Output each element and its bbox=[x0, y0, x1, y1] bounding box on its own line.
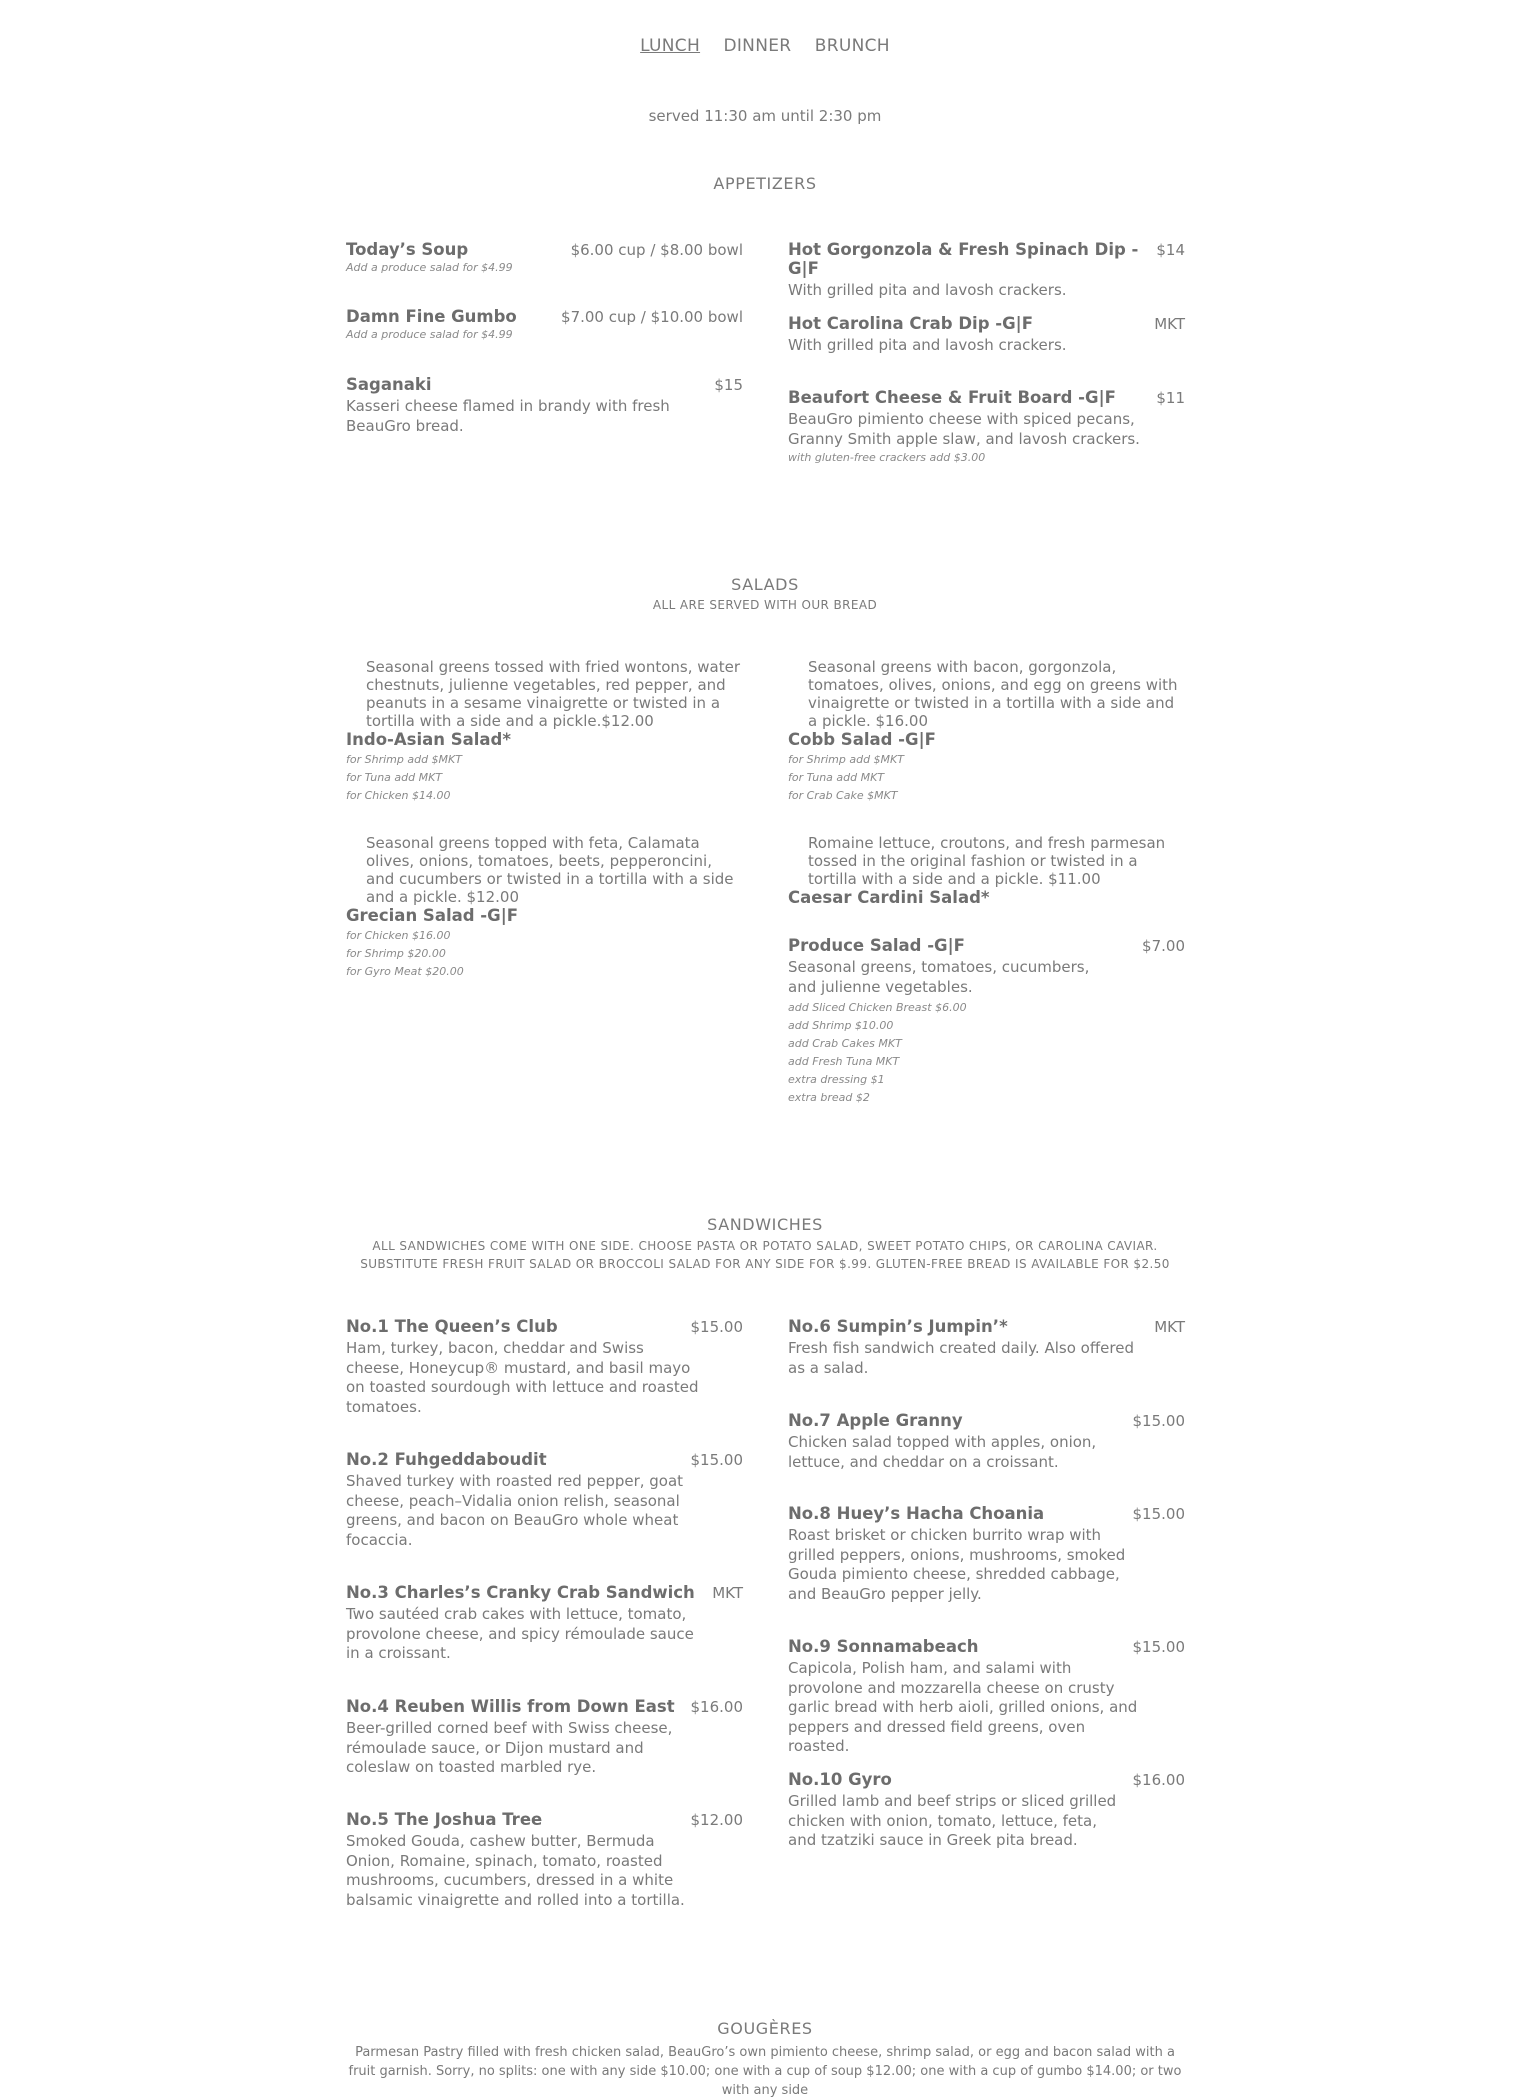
item-note: extra dressing $1 bbox=[788, 1073, 885, 1086]
menu-item bbox=[788, 240, 1185, 301]
menu-item bbox=[346, 658, 743, 805]
item-price: $15.00 bbox=[690, 1451, 743, 1469]
item-description: Seasonal greens with bacon, gorgonzola, tomatoes, olives, onions, and egg on greens with vinaigrette or twisted in a tortilla with a side and a pickle. $16.00 bbox=[808, 658, 1178, 730]
item-name: Produce Salad -G|F bbox=[788, 936, 965, 955]
menu-item bbox=[788, 314, 1185, 356]
sandwiches-subtitle-2: SUBSTITUTE FRESH FRUIT SALAD OR BROCCOLI SALAD FOR ANY SIDE FOR $.99. GLUTEN-FREE BREAD IS AVAILABLE FOR $2.50 bbox=[360, 1257, 1170, 1271]
item-note: with gluten-free crackers add $3.00 bbox=[788, 451, 986, 464]
item-price: $15 bbox=[714, 376, 743, 394]
item-price: $6.00 cup / $8.00 bowl bbox=[570, 241, 743, 259]
item-price: $7.00 cup / $10.00 bowl bbox=[561, 308, 743, 326]
served-hours: served 11:30 am until 2:30 pm bbox=[648, 107, 882, 125]
salads-title: SALADS bbox=[731, 575, 799, 594]
item-name: No.3 Charles’s Cranky Crab Sandwich bbox=[346, 1583, 695, 1602]
item-description: Seasonal greens tossed with fried wontons, water chestnuts, julienne vegetables, red pepper, and peanuts in a sesame vinaigrette or twisted in a tortilla with a side and a pickle.$12.00 bbox=[366, 658, 741, 730]
menu-tabs bbox=[0, 36, 1530, 56]
item-description: With grilled pita and lavosh crackers. bbox=[788, 336, 1067, 354]
item-note: for Tuna add MKT bbox=[788, 771, 885, 784]
menu-item bbox=[346, 834, 743, 981]
appetizers-title: APPETIZERS bbox=[713, 174, 817, 193]
item-note: for Chicken $16.00 bbox=[346, 929, 451, 942]
item-note: Add a produce salad for $4.99 bbox=[346, 261, 513, 274]
item-description: Kasseri cheese flamed in brandy with fresh BeauGro bread. bbox=[346, 397, 670, 435]
item-price: $16.00 bbox=[1132, 1771, 1185, 1789]
item-price: $12.00 bbox=[690, 1811, 743, 1829]
item-note: for Chicken $14.00 bbox=[346, 789, 451, 802]
item-description: Seasonal greens, tomatoes, cucumbers, and julienne vegetables. bbox=[788, 958, 1090, 996]
menu-item bbox=[346, 240, 743, 277]
item-note: for Tuna add MKT bbox=[346, 771, 443, 784]
item-price: $15.00 bbox=[1132, 1412, 1185, 1430]
item-price: $15.00 bbox=[1132, 1638, 1185, 1656]
menu-item bbox=[788, 1770, 1185, 1851]
item-name: Damn Fine Gumbo bbox=[346, 307, 517, 326]
tab-brunch[interactable]: BRUNCH bbox=[814, 36, 890, 56]
item-note: add Fresh Tuna MKT bbox=[788, 1055, 900, 1068]
menu-item bbox=[346, 307, 743, 344]
tab-dinner[interactable]: DINNER bbox=[723, 36, 792, 56]
item-note: for Shrimp $20.00 bbox=[346, 947, 446, 960]
item-name: No.10 Gyro bbox=[788, 1770, 892, 1789]
tab-lunch[interactable]: LUNCH bbox=[640, 36, 701, 56]
menu-item bbox=[346, 375, 743, 436]
item-price: MKT bbox=[1154, 1318, 1185, 1336]
item-description: Grilled lamb and beef strips or sliced grilled chicken with onion, tomato, lettuce, feta, and tzatziki sauce in Greek pita bread. bbox=[788, 1792, 1117, 1849]
item-description: With grilled pita and lavosh crackers. bbox=[788, 281, 1067, 299]
item-note: for Crab Cake $MKT bbox=[788, 789, 898, 802]
item-note: add Shrimp $10.00 bbox=[788, 1019, 894, 1032]
item-description: Shaved turkey with roasted red pepper, goat cheese, peach–Vidalia onion relish, seasonal greens, and bacon on BeauGro whole wheat focaccia. bbox=[346, 1472, 684, 1549]
item-price: $7.00 bbox=[1142, 937, 1185, 955]
item-price: $14 bbox=[1156, 241, 1185, 259]
item-name: Today’s Soup bbox=[346, 240, 469, 259]
menu-item bbox=[346, 1317, 743, 1417]
item-name: Saganaki bbox=[346, 375, 432, 394]
menu-item bbox=[788, 834, 1185, 907]
menu-item bbox=[346, 1583, 743, 1664]
menu-item bbox=[788, 658, 1185, 805]
item-note: for Shrimp add $MKT bbox=[788, 753, 904, 766]
item-name: No.6 Sumpin’s Jumpin’* bbox=[788, 1317, 1008, 1336]
item-description: Beer-grilled corned beef with Swiss cheese, rémoulade sauce, or Dijon mustard and coleslaw on toasted marbled rye. bbox=[346, 1719, 673, 1776]
item-name: No.7 Apple Granny bbox=[788, 1411, 963, 1430]
menu-item bbox=[346, 1697, 743, 1778]
item-note: add Crab Cakes MKT bbox=[788, 1037, 902, 1050]
item-name: Hot Gorgonzola & Fresh Spinach Dip -G|F bbox=[788, 240, 1139, 278]
item-description: Fresh fish sandwich created daily. Also offered as a salad. bbox=[788, 1339, 1134, 1377]
menu-item bbox=[346, 1450, 743, 1550]
item-description: Chicken salad topped with apples, onion, lettuce, and cheddar on a croissant. bbox=[788, 1433, 1097, 1471]
item-description: Seasonal greens topped with feta, Calamata olives, onions, tomatoes, beets, pepperoncini, and cucumbers or twisted in a tortilla with a side and a pickle. $12.00 bbox=[366, 834, 734, 906]
item-description: Romaine lettuce, croutons, and fresh parmesan tossed in the original fashion or twisted in a tortilla with a side and a pickle. $11.00 bbox=[808, 834, 1166, 888]
gougeres-description: Parmesan Pastry filled with fresh chicken salad, BeauGro’s own pimiento cheese, shrimp salad, or egg and bacon salad with a fruit garnish. Sorry, no splits: one with any side $10.00; one with a cup of soup $12.00; one with a cup of gumbo $14.00; or two with any side bbox=[348, 2045, 1182, 2098]
menu-item bbox=[788, 1637, 1185, 1757]
item-name: Grecian Salad -G|F bbox=[346, 906, 518, 925]
item-name: No.4 Reuben Willis from Down East bbox=[346, 1697, 675, 1716]
item-note: add Sliced Chicken Breast $6.00 bbox=[788, 1001, 967, 1014]
item-description: Capicola, Polish ham, and salami with provolone and mozzarella cheese on crusty garlic bread with herb aioli, grilled onions, and peppers and dressed field greens, oven roasted. bbox=[788, 1659, 1138, 1755]
item-description: BeauGro pimiento cheese with spiced pecans, Granny Smith apple slaw, and lavosh crackers. bbox=[788, 410, 1140, 448]
item-name: Hot Carolina Crab Dip -G|F bbox=[788, 314, 1033, 333]
item-name: Indo-Asian Salad* bbox=[346, 730, 511, 749]
item-price: $16.00 bbox=[690, 1698, 743, 1716]
menu-item bbox=[788, 1504, 1185, 1604]
item-name: No.5 The Joshua Tree bbox=[346, 1810, 543, 1829]
sandwiches-subtitle-1: ALL SANDWICHES COME WITH ONE SIDE. CHOOSE PASTA OR POTATO SALAD, SWEET POTATO CHIPS, OR CAROLINA CAVIAR. bbox=[372, 1239, 1158, 1253]
salads-subtitle: ALL ARE SERVED WITH OUR BREAD bbox=[652, 598, 878, 612]
item-price: MKT bbox=[1154, 315, 1185, 333]
item-description: Roast brisket or chicken burrito wrap with grilled peppers, onions, mushrooms, smoked Gouda pimiento cheese, shredded cabbage, and BeauGro pepper jelly. bbox=[788, 1526, 1126, 1603]
item-name: No.2 Fuhgeddaboudit bbox=[346, 1450, 547, 1469]
item-note: Add a produce salad for $4.99 bbox=[346, 328, 513, 341]
menu-item bbox=[788, 1411, 1185, 1472]
item-note: for Shrimp add $MKT bbox=[346, 753, 462, 766]
item-note: extra bread $2 bbox=[788, 1091, 870, 1104]
menu-item bbox=[788, 388, 1185, 467]
item-name: Caesar Cardini Salad* bbox=[788, 888, 990, 907]
menu-item bbox=[788, 936, 1185, 1107]
item-price: $11 bbox=[1156, 389, 1185, 407]
sandwiches-title: SANDWICHES bbox=[707, 1215, 823, 1234]
item-name: No.9 Sonnamabeach bbox=[788, 1637, 979, 1656]
item-price: $15.00 bbox=[690, 1318, 743, 1336]
item-description: Ham, turkey, bacon, cheddar and Swiss cheese, Honeycup® mustard, and basil mayo on toasted sourdough with lettuce and roasted tomatoes. bbox=[346, 1339, 699, 1416]
item-note: for Gyro Meat $20.00 bbox=[346, 965, 464, 978]
menu-item bbox=[788, 1317, 1185, 1378]
item-name: Beaufort Cheese & Fruit Board -G|F bbox=[788, 388, 1116, 407]
item-price: $15.00 bbox=[1132, 1505, 1185, 1523]
item-price: MKT bbox=[712, 1584, 743, 1602]
item-description: Smoked Gouda, cashew butter, Bermuda Onion, Romaine, spinach, tomato, roasted mushrooms, cucumbers, dressed in a white balsamic vinaigrette and rolled into a tortilla. bbox=[346, 1832, 685, 1909]
item-name: Cobb Salad -G|F bbox=[788, 730, 936, 749]
menu-item bbox=[346, 1810, 743, 1910]
item-name: No.1 The Queen’s Club bbox=[346, 1317, 558, 1336]
item-name: No.8 Huey’s Hacha Choania bbox=[788, 1504, 1045, 1523]
gougeres-title: GOUGÈRES bbox=[717, 2019, 813, 2038]
item-description: Two sautéed crab cakes with lettuce, tomato, provolone cheese, and spicy rémoulade sauce in a croissant. bbox=[346, 1605, 694, 1662]
